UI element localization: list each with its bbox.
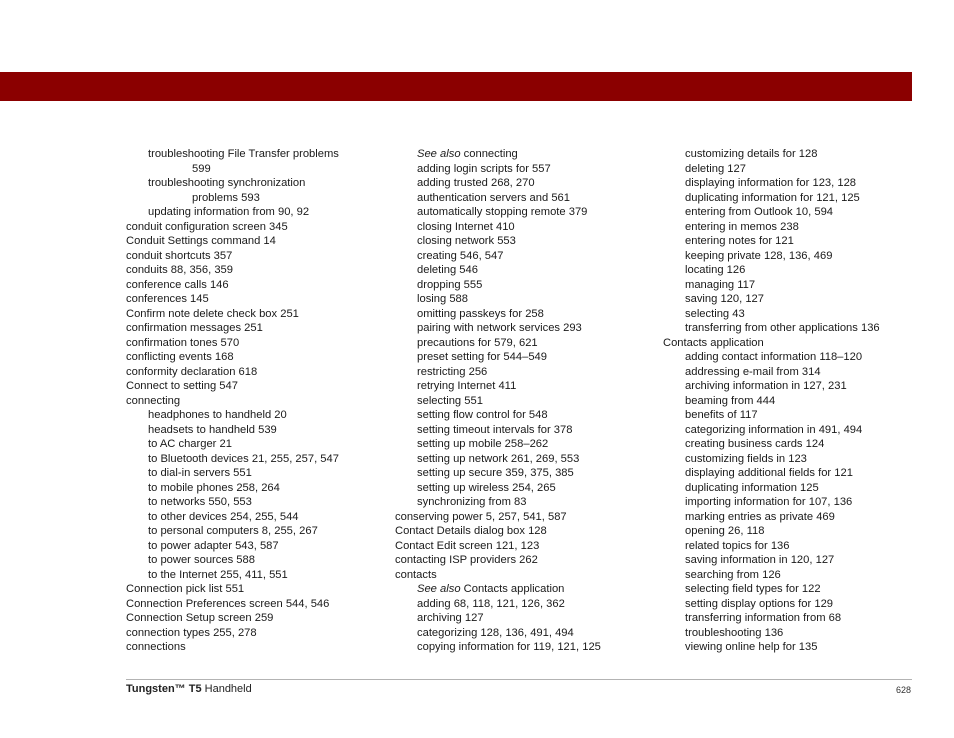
index-entry-text: archiving 127 [417,612,484,624]
index-entry [663,597,923,612]
index-entry-text: contacts [395,568,437,581]
index-entry-text: related topics for 136 [685,539,790,552]
index-entry-text: adding trusted 268, 270 [417,177,535,189]
index-entry-text: categorizing information in 491, 494 [685,423,863,436]
index-entry [395,191,657,206]
footer-divider [126,679,912,680]
index-entry-text: keeping private 128, 136, 469 [685,249,833,262]
index-entry-text: headsets to handheld 539 [148,423,277,436]
index-entry-text: connection types 255, 278 [126,626,257,639]
index-entry [395,336,657,351]
index-entry [395,205,657,220]
index-entry-text: conference calls 146 [126,278,229,291]
index-entry [126,626,388,641]
index-entry [126,205,388,220]
index-entry [126,408,388,423]
index-entry-text: Connect to setting 547 [126,380,238,392]
index-entry-text: Connection Preferences screen 544, 546 [126,597,330,610]
index-entry [663,582,923,597]
index-entry [126,640,388,655]
index-entry-text: conformity declaration 618 [126,365,258,378]
index-entry-text: duplicating information for 121, 125 [685,191,860,204]
index-entry [395,481,657,496]
index-entry [126,466,388,481]
index-entry-text: synchronizing from 83 [417,496,527,508]
index-entry-text: confirmation tones 570 [126,336,240,349]
index-entry [126,162,388,177]
index-entry-text: to power adapter 543, 587 [148,539,279,552]
index-entry [395,510,657,525]
index-entry [663,481,923,496]
index-entry-text: contacting ISP providers 262 [395,554,538,566]
index-entry [126,597,388,612]
index-entry [663,263,923,278]
index-entry-text: Confirm note delete check box 251 [126,307,299,320]
index-entry [395,321,657,336]
index-entry-text: archiving information in 127, 231 [685,380,847,392]
index-entry [395,278,657,293]
index-entry-text: headphones to handheld 20 [148,409,287,421]
see-also-label: See also [417,148,461,160]
index-entry-text: conduit configuration screen 345 [126,220,288,233]
index-entry-text: adding contact information 118–120 [685,351,863,363]
index-entry [663,553,923,568]
index-entry [663,307,923,322]
index-entry [395,553,657,568]
index-column-1 [126,147,388,655]
index-entry-text: selecting field types for 122 [685,583,821,595]
index-entry [395,466,657,481]
index-entry [663,611,923,626]
index-column-3 [663,147,923,655]
index-entry-text: setting timeout intervals for 378 [417,423,573,436]
index-entry-text: to other devices 254, 255, 544 [148,510,299,523]
index-entry-text: marking entries as private 469 [685,510,835,523]
index-entry [395,611,657,626]
index-entry-text: importing information for 107, 136 [685,496,853,508]
index-entry [663,249,923,264]
index-entry-text: customizing fields in 123 [685,452,807,465]
index-entry [395,626,657,641]
index-entry [663,220,923,235]
index-entry-text: conduits 88, 356, 359 [126,264,233,276]
index-entry-text: conserving power 5, 257, 541, 587 [395,510,567,523]
index-entry-text: creating 546, 547 [417,249,504,262]
index-entry-text: adding 68, 118, 121, 126, 362 [417,597,565,610]
footer-product-suffix: Handheld [201,683,252,695]
index-entry [126,481,388,496]
index-entry-text: Contact Edit screen 121, 123 [395,539,540,552]
index-entry-text: setting display options for 129 [685,597,834,610]
index-entry [126,307,388,322]
index-entry [126,321,388,336]
index-entry [395,176,657,191]
index-entry-text: deleting 546 [417,264,478,276]
index-entry-text: transferring information from 68 [685,612,842,624]
index-entry [395,350,657,365]
index-entry-text: Contacts application [663,336,764,349]
index-entry-text: transferring from other applications 136 [685,322,880,334]
index-entry-text: viewing online help for 135 [685,641,818,653]
footer-brand: Tungsten™ T5 [126,683,202,695]
index-entry-text: opening 26, 118 [685,525,765,537]
index-entry [126,336,388,351]
index-entry-text: pairing with network services 293 [417,322,582,334]
index-entry [663,408,923,423]
index-entry-text: automatically stopping remote 379 [417,206,588,218]
index-entry [663,437,923,452]
index-entry-text: setting up secure 359, 375, 385 [417,467,574,479]
index-entry [395,524,657,539]
index-entry-text: conduit shortcuts 357 [126,249,233,262]
index-entry [663,452,923,467]
index-entry [395,408,657,423]
index-entry [126,379,388,394]
index-entry-text: selecting 43 [685,307,745,320]
index-entry [395,640,657,655]
index-entry-text: Conduit Settings command 14 [126,235,276,247]
index-entry-text: to power sources 588 [148,554,255,566]
page-number: 628 [895,685,911,695]
index-entry-text: 599 [192,162,211,175]
index-entry [663,510,923,525]
index-entry [395,582,657,597]
index-column-2 [395,147,657,655]
index-entry-text: addressing e-mail from 314 [685,365,821,378]
index-entry [663,379,923,394]
index-entry-text: connecting [460,148,518,160]
index-entry [395,147,657,162]
index-entry-text: to personal computers 8, 255, 267 [148,525,318,537]
index-entry [395,423,657,438]
index-entry [663,495,923,510]
index-entry-text: selecting 551 [417,394,483,407]
index-entry [395,292,657,307]
index-entry-text: precautions for 579, 621 [417,336,538,349]
index-entry-text: to networks 550, 553 [148,496,252,508]
index-entry [663,191,923,206]
index-entry-text: dropping 555 [417,278,483,291]
index-entry [663,147,923,162]
index-entry-text: closing network 553 [417,235,516,247]
see-also-label: See also [417,583,461,595]
index-entry [126,437,388,452]
index-entry-text: setting up wireless 254, 265 [417,481,556,494]
index-entry-text: Contact Details dialog box 128 [395,525,547,537]
index-entry [663,626,923,641]
index-entry [126,582,388,597]
index-entry [126,191,388,206]
index-entry [663,466,923,481]
index-entry-text: setting flow control for 548 [417,409,548,421]
index-entry-text: to Bluetooth devices 21, 255, 257, 547 [148,452,339,465]
index-entry-text: setting up network 261, 269, 553 [417,452,580,465]
index-entry [663,278,923,293]
index-entry-text: conflicting events 168 [126,351,234,363]
index-entry [663,568,923,583]
index-entry-text: Connection pick list 551 [126,583,245,595]
index-entry-text: authentication servers and 561 [417,191,570,204]
index-entry [126,495,388,510]
index-entry [126,524,388,539]
index-entry-text: troubleshooting 136 [685,626,784,639]
index-entry-text: saving information in 120, 127 [685,554,835,566]
index-entry [663,423,923,438]
index-entry-text: searching from 126 [685,568,781,581]
index-entry-text: troubleshooting File Transfer problems [148,148,339,160]
index-entry-text: adding login scripts for 557 [417,162,551,175]
index-entry [663,524,923,539]
index-entry-text: setting up mobile 258–262 [417,438,549,450]
index-entry-text: deleting 127 [685,162,746,175]
index-entry-text: problems 593 [192,191,260,204]
index-entry [126,365,388,380]
index-entry-text: customizing details for 128 [685,148,818,160]
index-entry [126,147,388,162]
index-entry-text: locating 126 [685,264,746,276]
index-entry-text: troubleshooting synchronization [148,177,306,189]
index-entry [395,249,657,264]
index-entry-text: displaying information for 123, 128 [685,177,857,189]
index-entry [126,452,388,467]
index-entry [126,553,388,568]
index-entry [663,205,923,220]
index-entry [395,365,657,380]
index-entry [663,162,923,177]
index-entry [395,307,657,322]
index-entry-text: omitting passkeys for 258 [417,307,544,320]
index-entry [395,220,657,235]
index-entry-text: to dial-in servers 551 [148,467,252,479]
index-entry-text: saving 120, 127 [685,293,764,305]
index-entry [126,350,388,365]
index-entry-text: managing 117 [685,278,756,291]
index-entry [663,350,923,365]
index-entry [126,263,388,278]
index-entry-text: closing Internet 410 [417,220,515,233]
header-bar [0,72,912,101]
index-entry [395,568,657,583]
index-entry [663,394,923,409]
index-entry-text: entering in memos 238 [685,220,799,233]
index-entry [126,220,388,235]
index-entry [395,495,657,510]
index-entry [663,539,923,554]
index-entry [663,176,923,191]
index-entry-text: copying information for 119, 121, 125 [417,641,601,653]
index-entry-text: displaying additional fields for 121 [685,467,853,479]
index-entry [126,611,388,626]
index-entry-text: preset setting for 544–549 [417,351,547,363]
index-entry-text: Contacts application [460,583,565,595]
index-entry-text: Connection Setup screen 259 [126,612,274,624]
footer-product [126,683,252,695]
index-entry [395,539,657,554]
index-entry [126,539,388,554]
index-entry-text: entering from Outlook 10, 594 [685,206,834,218]
index-entry-text: creating business cards 124 [685,438,825,450]
index-entry-text: to the Internet 255, 411, 551 [148,568,288,581]
index-entry-text: categorizing 128, 136, 491, 494 [417,626,574,639]
index-entry-text: updating information from 90, 92 [148,206,310,218]
index-entry [126,510,388,525]
index-entry [126,249,388,264]
index-entry-text: to AC charger 21 [148,438,232,450]
index-entry [663,640,923,655]
index-entry-text: benefits of 117 [685,409,758,421]
index-entry [395,394,657,409]
index-entry [395,452,657,467]
index-entry [126,234,388,249]
index-entry [126,394,388,409]
index-entry [395,234,657,249]
index-entry-text: beaming from 444 [685,394,776,407]
index-entry [126,278,388,293]
index-entry-text: retrying Internet 411 [417,380,517,392]
index-entry [663,365,923,380]
index-entry [395,597,657,612]
index-entry [663,321,923,336]
index-entry [395,162,657,177]
index-entry-text: confirmation messages 251 [126,322,263,334]
index-entry [663,336,923,351]
index-entry-text: connecting [126,394,181,407]
index-entry [126,292,388,307]
index-entry [663,292,923,307]
index-entry [395,379,657,394]
index-entry-text: duplicating information 125 [685,481,819,494]
index-entry [395,263,657,278]
index-entry-text: to mobile phones 258, 264 [148,481,280,494]
index-entry-text: connections [126,641,186,653]
index-entry [126,568,388,583]
index-entry-text: conferences 145 [126,293,209,305]
index-entry [663,234,923,249]
index-entry [126,423,388,438]
index-entry [126,176,388,191]
index-entry-text: entering notes for 121 [685,235,794,247]
index-entry [395,437,657,452]
index-entry-text: losing 588 [417,293,469,305]
index-entry-text: restricting 256 [417,365,488,378]
